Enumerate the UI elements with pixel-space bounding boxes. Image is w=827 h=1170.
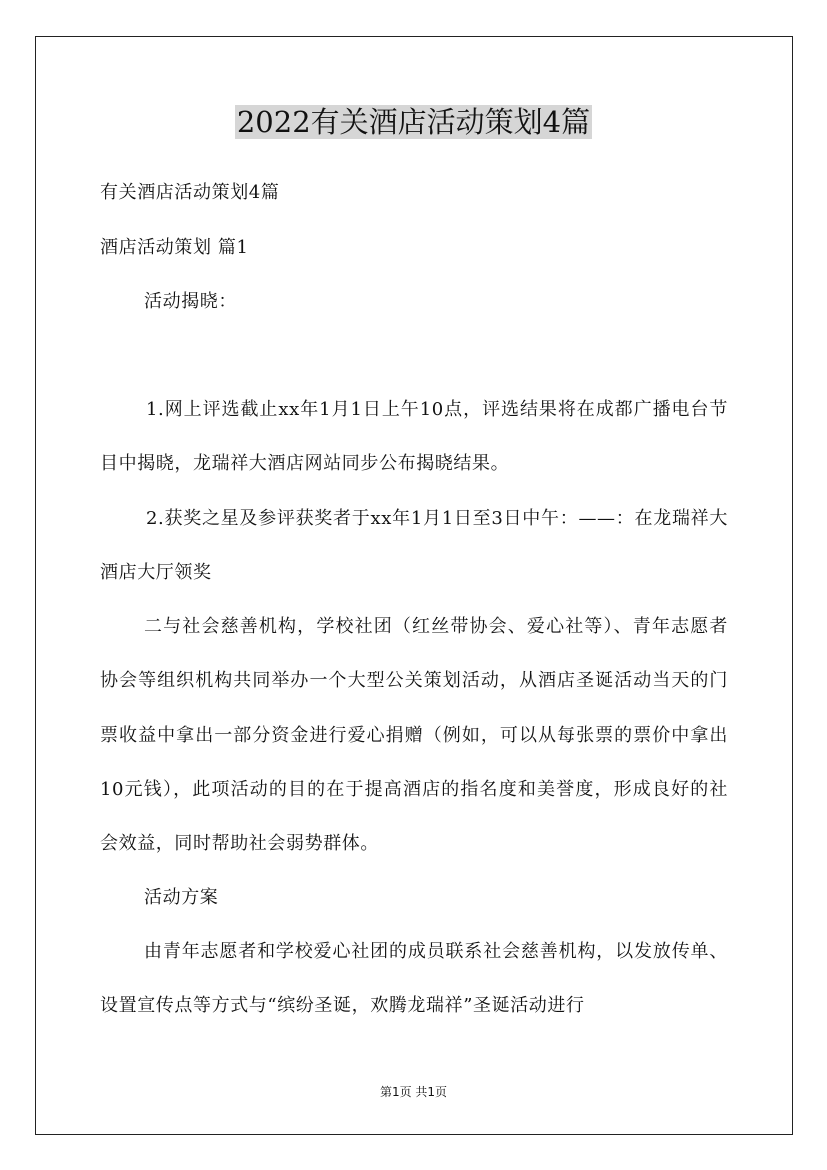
plan-label: 活动方案 bbox=[144, 887, 219, 908]
reveal-label: 活动揭晓： bbox=[144, 291, 237, 312]
document-title bbox=[0, 100, 827, 144]
paragraph-item-1: 1.网上评选截止xx年1月1日上午10点，评选结果将在成都广播电台节目中揭晓，龙瑞祥大酒店网站同步公布揭晓结果。 bbox=[100, 399, 728, 475]
subtitle-line: 有关酒店活动策划4篇 bbox=[100, 182, 280, 203]
section-heading: 酒店活动策划 篇1 bbox=[100, 237, 249, 258]
document-title-text: 2022有关酒店活动策划4篇 bbox=[236, 105, 591, 139]
paragraph-item-2: 2.获奖之星及参评获奖者于xx年1月1日至3日中午：——：在龙瑞祥大酒店大厅领奖 bbox=[100, 508, 728, 584]
paragraph-plan: 由青年志愿者和学校爱心社团的成员联系社会慈善机构，以发放传单、设置宣传点等方式与“缤纷圣诞，欢腾龙瑞祥”圣诞活动进行 bbox=[100, 941, 728, 1017]
paragraph-charity: 二与社会慈善机构，学校社团（红丝带协会、爱心社等）、青年志愿者协会等组织机构共同举办一个大型公关策划活动，从酒店圣诞活动当天的门票收益中拿出一部分资金进行爱心捐赠（例如，可以从每张票的票价中拿出10元钱），此项活动的目的在于提高酒店的指名度和美誉度，形成良好的社会效益，同时帮助社会弱势群体。 bbox=[100, 616, 728, 855]
page-footer: 第1页 共1页 bbox=[379, 1085, 448, 1099]
